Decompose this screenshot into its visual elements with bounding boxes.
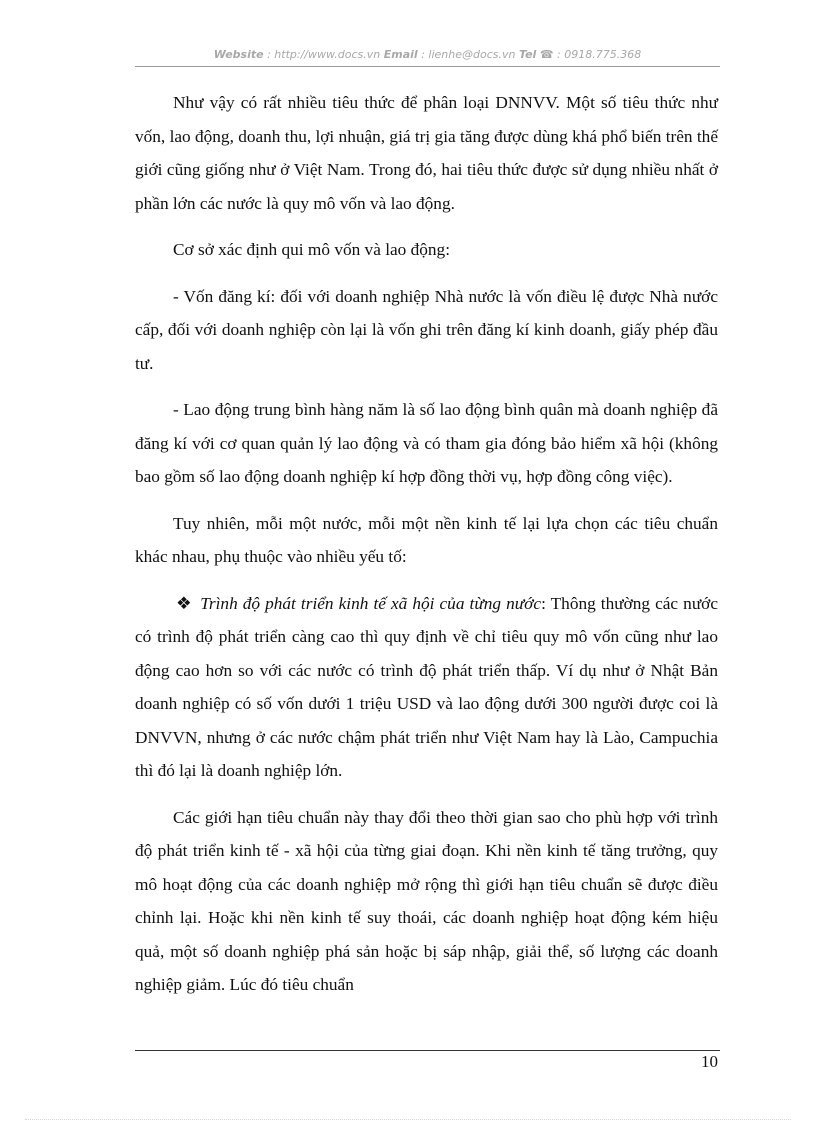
paragraph-registered-capital: - Vốn đăng kí: đối với doanh nghiệp Nhà nước là vốn điều lệ được Nhà nước cấp, đối với doanh nghiệp còn lại là vốn ghi trên đăng kí kinh doanh, giấy phép đầu tư. bbox=[135, 286, 718, 373]
footer-divider bbox=[135, 1050, 720, 1051]
paragraph-average-labor: - Lao động trung bình hàng năm là số lao động bình quân mà doanh nghiệp đã đăng kí với cơ quan quản lý lao động và có tham gia đóng bảo hiểm xã hội (không bao gồm số lao động doanh nghiệp kí hợp đồng thời vụ, hợp đồng công việc). bbox=[135, 400, 718, 486]
website-label: Website bbox=[213, 48, 264, 61]
page-header bbox=[135, 48, 720, 61]
tel-number: : 0918.775.368 bbox=[553, 48, 642, 61]
bullet-development-level bbox=[135, 587, 718, 788]
document-body bbox=[135, 86, 718, 1015]
header-divider bbox=[135, 66, 720, 67]
tel-label: Tel bbox=[518, 48, 537, 61]
website-url: : http://www.docs.vn bbox=[263, 48, 384, 61]
bullet-italic-lead: Trình độ phát triển kinh tế xã hội của từng nước bbox=[200, 593, 542, 613]
diamond-bullet-icon: ❖ bbox=[176, 593, 193, 613]
paragraph-classification: Như vậy có rất nhiều tiêu thức để phân loại DNNVV. Một số tiêu thức như vốn, lao động, doanh thu, lợi nhuận, giá trị gia tăng được dùng khá phổ biến trên thế giới cũng giống như ở Việt Nam. Trong đó, hai tiêu thức được sử dụng nhiều nhất ở phần lớn các nước là quy mô vốn và lao động. bbox=[135, 93, 718, 213]
paragraph-however: Tuy nhiên, mỗi một nước, mỗi một nền kinh tế lại lựa chọn các tiêu chuẩn khác nhau, phụ thuộc vào nhiều yếu tố: bbox=[135, 513, 718, 566]
bullet-text: : Thông thường các nước có trình độ phát triển càng cao thì quy định về chỉ tiêu quy mô vốn cũng như lao động cao hơn so với các nước có trình độ phát triển thấp. Ví dụ như ở Nhật Bản doanh nghiệp có số vốn dưới 1 triệu USD và lao động dưới 300 người được coi là DNVVN, nhưng ở các nước chậm phát triển như Việt Nam hay là Lào, Campuchia thì đó lại là doanh nghiệp lớn. bbox=[135, 593, 718, 780]
email-address: : lienhe@docs.vn bbox=[417, 48, 519, 61]
page-bottom-edge bbox=[25, 1119, 791, 1120]
paragraph-limits: Các giới hạn tiêu chuẩn này thay đổi theo thời gian sao cho phù hợp với trình độ phát triển kinh tế - xã hội của từng giai đoạn. Khi nền kinh tế tăng trưởng, quy mô hoạt động của các doanh nghiệp mở rộng thì giới hạn tiêu chuẩn sẽ được điều chỉnh lại. Hoặc khi nền kinh tế suy thoái, các doanh nghiệp hoạt động kém hiệu quả, một số doanh nghiệp phá sản hoặc bị sáp nhập, giải thể, số lượng các doanh nghiệp giảm. Lúc đó tiêu chuẩn bbox=[135, 807, 718, 994]
phone-icon: ☎ bbox=[539, 48, 554, 61]
email-label: Email bbox=[383, 48, 418, 61]
page-number: 10 bbox=[701, 1052, 718, 1071]
paragraph-basis: Cơ sở xác định qui mô vốn và lao động: bbox=[173, 240, 450, 259]
